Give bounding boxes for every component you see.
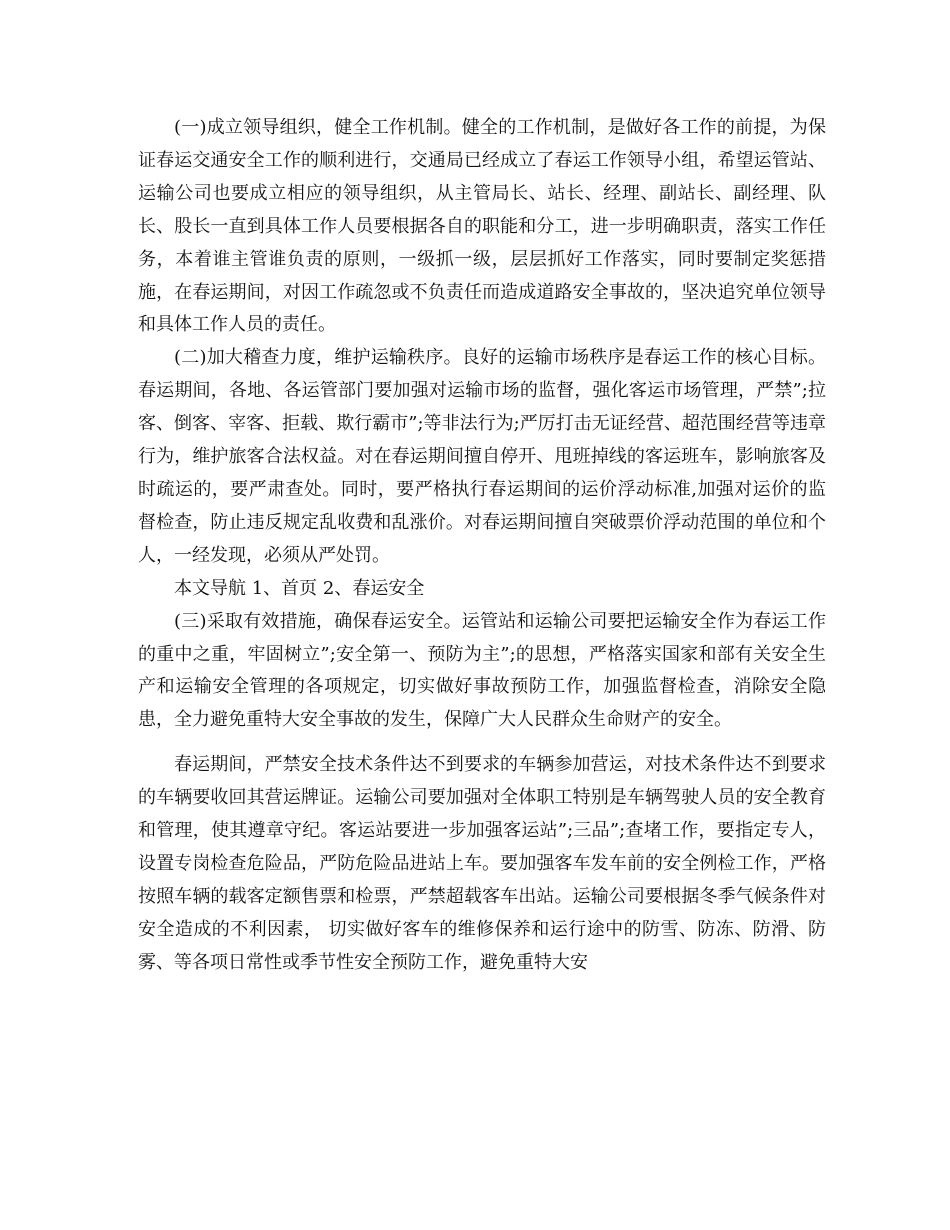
paragraph-2: (二)加大稽查力度，维护运输秩序。良好的运输市场秩序是春运工作的核心目标。春运期间，各地、各运管部门要加强对运输市场的监督，强化客运市场管理，严禁”;拉客、倒客、宰客、拒载、欺行霸市”;等非法行为;严厉打击无证经营、超范围经营等违章行为，维护旅客合法权益。对在春运期间擅自停开、甩班掉线的客运班车，影响旅客及时疏运的，要严肃查处。同时，要严格执行春运期间的运价浮动标准,加强对运价的监督检查，防止违反规定乱收费和乱涨价。对春运期间擅自突破票价浮动范围的单位和个人，一经发现，必须从严处罚。 xyxy=(138,347,826,566)
document-body xyxy=(138,112,826,980)
paragraph-4: 春运期间，严禁安全技术条件达不到要求的车辆参加营运，对技术条件达不到要求的车辆要收回其营运牌证。运输公司要加强对全体职工特别是车辆驾驶人员的安全教育和管理，使其遵章守纪。客运站要进一步加强客运站”;三品”;查堵工作，要指定专人，设置专岗检查危险品，严防危险品进站上车。要加强客车发车前的安全例检工作，严格按照车辆的载客定额售票和检票，严禁超载客车出站。运输公司要根据冬季气候条件对安全造成的不利因素， 切实做好客车的维修保养和运行途中的防雪、防冻、防滑、防雾、等各项日常性或季节性安全预防工作，避免重特大安 xyxy=(138,754,826,973)
paragraph-3: (三)采取有效措施，确保春运安全。运管站和运输公司要把运输安全作为春运工作的重中之重，牢固树立”;安全第一、预防为主”;的思想，严格落实国家和部有关安全生产和运输安全管理的各项规定，切实做好事故预防工作，加强监督检查，消除安全隐患，全力避免重特大安全事故的发生，保障广大人民群众生命财产的安全。 xyxy=(138,610,826,731)
paragraph-1: (一)成立领导组织，健全工作机制。健全的工作机制，是做好各工作的前提，为保证春运交通安全工作的顺利进行，交通局已经成立了春运工作领导小组，希望运管站、运输公司也要成立相应的领导组织，从主管局长、站长、经理、副站长、副经理、队长、股长一直到具体工作人员要根据各自的职能和分工，进一步明确职责，落实工作任务，本着谁主管谁负责的原则，一级抓一级，层层抓好工作落实，同时要制定奖惩措施，在春运期间，对因工作疏忽或不负责任而造成道路安全事故的，坚决追究单位领导和具体工作人员的责任。 xyxy=(138,117,826,336)
article-navigation: 本文导航 1、首页 2、春运安全 xyxy=(174,577,425,599)
